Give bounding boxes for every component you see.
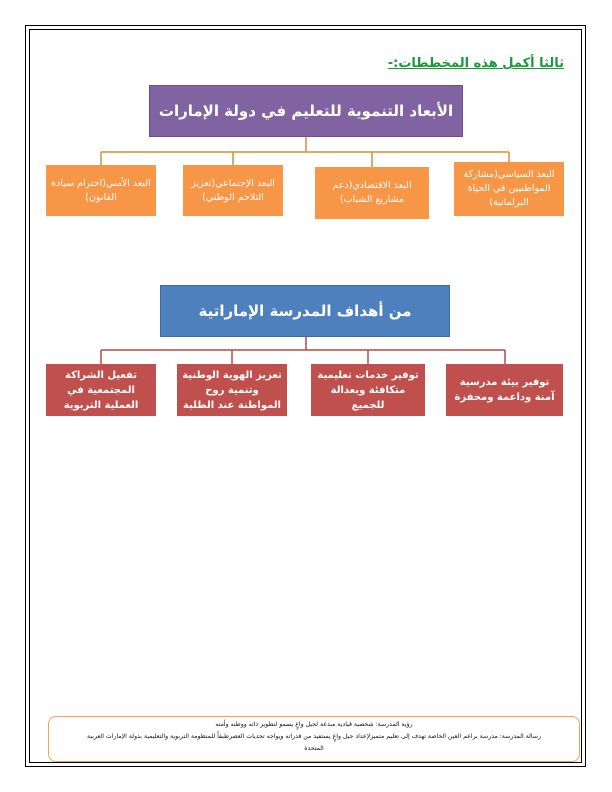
school-vision: رؤية المدرسة: شخصية قيادية مبدعة لجيل واعٍ يسمو لتطوير ذاته ووطنه وأمته (215, 721, 413, 728)
chart2-item-community-partnership (46, 364, 156, 416)
section-heading: ثالثا أكمل هذه المخططات:- (387, 56, 564, 71)
chart1-item-label: البعد الأمني(احترام سيادة القانون) (51, 177, 151, 203)
chart1-item-political (454, 162, 564, 216)
chart2-item-label: تعزيز الهوية الوطنية وتنمية روح المواطنة عند الطلبة (182, 369, 282, 411)
chart2-connectors (101, 337, 505, 364)
chart1-item-economic (315, 167, 429, 219)
school-mission-line1: رسالة المدرسة: مدرسة براعم العين الخاصة تهدف إلى تعليم متميزلإعداد جيل واعٍ يستفيد من قدراته ويواجه تحديات العصرطبقاً للمنظومة التربوية والتعليمية بدولة الإمارات العربية (87, 733, 541, 740)
chart1-item-security (46, 165, 156, 216)
chart1-title-box (149, 85, 463, 137)
chart1-title: الأبعاد التنموية للتعليم في دولة الإمارات (158, 102, 454, 120)
school-footer (48, 716, 580, 762)
chart1-connectors (101, 137, 509, 167)
chart2-item-label: تفعيل الشراكة المجتمعية في العملية التربوية (63, 369, 139, 411)
chart1-item-label: البعد الاقتصادي(دعم مشاريع الشباب) (332, 180, 412, 205)
chart2-title: من أهداف المدرسة الإماراتية (198, 302, 412, 320)
chart2-item-label: توفير خدمات تعليمية متكافئة وبعدالة للجميع (317, 369, 419, 411)
chart2-item-safe-environment (446, 364, 563, 416)
chart2-item-national-identity (177, 364, 287, 416)
chart2-item-label: توفير بيئة مدرسية آمنة وداعمة ومحفزة (454, 377, 555, 403)
chart1-item-label: البعد السياسي(مشاركة المواطنيين في الحياة البرلمانية) (463, 169, 555, 208)
chart2-title-box (160, 285, 450, 337)
chart2-item-equal-services (311, 364, 425, 416)
chart1-item-label: البعد الإجتماعي(تعزيز التلاحم الوطني) (191, 177, 275, 203)
school-mission-line2: المتحدة (304, 745, 324, 752)
chart1-item-social (183, 165, 283, 216)
